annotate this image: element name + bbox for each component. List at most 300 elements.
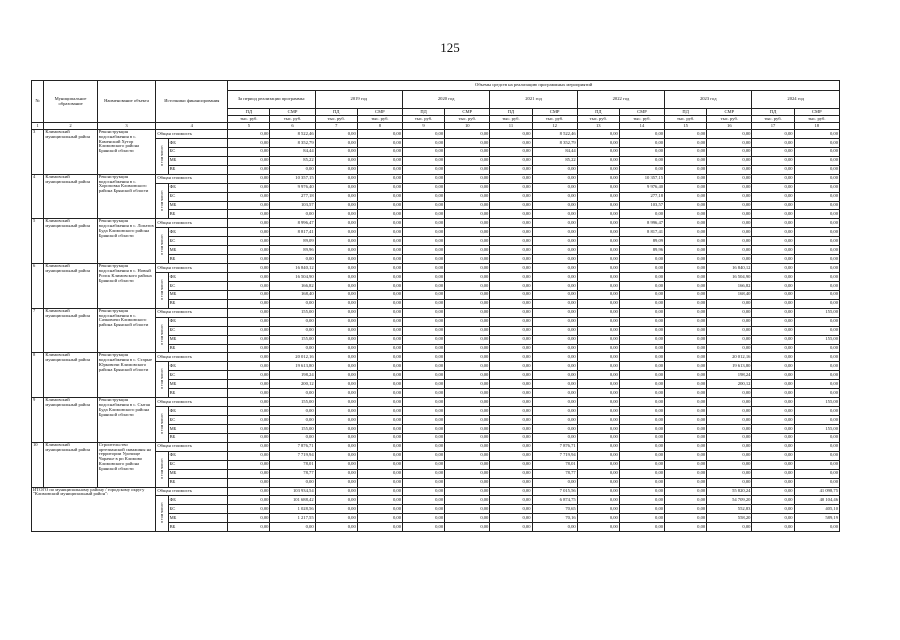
value-cell: 0,00 [490,407,532,416]
value-cell: 0,00 [445,237,490,246]
value-cell: 0,00 [577,201,619,210]
fund-label: ФБ [168,138,228,147]
value-cell: 0,00 [794,416,839,425]
value-cell: 0,00 [752,165,794,174]
total-cost-label: Общая стоимость [156,308,228,317]
header-unit: тыс. руб. [752,116,794,123]
value-cell: 0,00 [752,264,794,273]
value-cell: 0,00 [752,407,794,416]
value-cell: 0,00 [707,219,752,228]
value-cell: 0,00 [357,469,402,478]
value-cell: 0,00 [665,380,707,389]
value-cell: 0,00 [490,138,532,147]
incl-text: в том числе: [158,234,164,256]
incl-text: в том числе: [158,502,164,524]
value-cell: 0,00 [445,308,490,317]
value-cell: 0,00 [577,183,619,192]
fund-label: МБ [168,290,228,299]
value-cell: 78,01 [532,460,577,469]
value-cell: 0,00 [707,255,752,264]
value-cell: 0,00 [403,308,445,317]
value-cell: 0,00 [665,138,707,147]
value-cell: 0,00 [270,433,315,442]
value-cell: 0,00 [577,228,619,237]
value-cell: 0,00 [665,290,707,299]
value-cell: 0,00 [707,147,752,156]
value-cell: 0,00 [315,433,357,442]
value-cell: 0,00 [532,299,577,308]
value-cell: 0,00 [445,371,490,380]
value-cell: 0,00 [490,451,532,460]
value-cell: 0,00 [315,201,357,210]
value-cell: 0,00 [228,264,270,273]
value-cell: 0,00 [665,442,707,451]
value-cell: 0,00 [707,424,752,433]
value-cell: 0,00 [794,156,839,165]
value-cell: 0,00 [752,451,794,460]
value-cell: 0,00 [357,165,402,174]
value-cell: 0,00 [532,335,577,344]
value-cell: 0,00 [532,201,577,210]
value-cell: 0,00 [665,201,707,210]
row-number: 4 [32,174,44,219]
value-cell: 103,57 [619,201,664,210]
value-cell: 0,00 [228,442,270,451]
value-cell: 0,00 [794,326,839,335]
value-cell: 0,00 [445,442,490,451]
incl-label [156,183,168,219]
value-cell: 0,00 [665,353,707,362]
value-cell: 0,00 [357,237,402,246]
value-cell: 0,00 [315,469,357,478]
fund-label: МБ [168,246,228,255]
value-cell: 0,00 [357,246,402,255]
value-cell: 0,00 [315,496,357,505]
value-cell: 89,96 [270,246,315,255]
value-cell: 0,00 [490,299,532,308]
value-cell: 0,00 [315,237,357,246]
header-pd: ПД [490,109,532,116]
value-cell: 0,00 [665,130,707,139]
value-cell: 0,00 [490,353,532,362]
table-row [32,219,840,228]
value-cell: 0,00 [403,273,445,282]
value-cell: 40 104,46 [794,496,839,505]
municipality-cell: Климовский муниципальный район [44,353,97,398]
value-cell: 0,00 [490,380,532,389]
header-smr: СМР [445,109,490,116]
fund-label: МБ [168,335,228,344]
value-cell: 0,00 [490,192,532,201]
value-cell: 0,00 [228,362,270,371]
value-cell: 0,00 [752,398,794,407]
table-row [32,398,840,407]
value-cell: 0,00 [707,183,752,192]
value-cell: 0,00 [315,389,357,398]
header-object: Наименование объекта [97,81,156,123]
value-cell: 0,00 [403,156,445,165]
value-cell: 0,00 [228,237,270,246]
header-year: 2024 год [752,91,840,109]
value-cell: 0,00 [445,273,490,282]
value-cell: 0,00 [403,138,445,147]
object-cell: Реконструкция водоснабжения в с. Новый Ропск Климовского района Брянской области [97,264,156,309]
value-cell: 0,00 [794,183,839,192]
value-cell: 0,00 [794,380,839,389]
header-smr: СМР [794,109,839,116]
value-cell: 0,00 [532,237,577,246]
value-cell: 0,00 [752,130,794,139]
value-cell: 0,00 [357,255,402,264]
header-source: Источники финансирования [156,81,228,123]
value-cell: 0,00 [532,326,577,335]
value-cell: 0,00 [228,183,270,192]
value-cell: 10 357,15 [619,174,664,183]
value-cell: 0,00 [357,290,402,299]
value-cell: 0,00 [665,237,707,246]
value-cell: 0,00 [445,487,490,496]
value-cell: 0,00 [490,147,532,156]
value-cell: 0,00 [315,308,357,317]
value-cell: 0,00 [357,281,402,290]
value-cell: 0,00 [357,389,402,398]
value-cell: 0,00 [403,460,445,469]
value-cell: 78,77 [270,469,315,478]
value-cell: 0,00 [228,344,270,353]
header-year: 2023 год [665,91,752,109]
value-cell: 0,00 [665,460,707,469]
value-cell: 0,00 [445,362,490,371]
value-cell: 0,00 [315,317,357,326]
value-cell: 0,00 [228,156,270,165]
value-cell: 0,00 [532,362,577,371]
column-number: 15 [665,123,707,130]
value-cell: 0,00 [619,130,664,139]
value-cell: 0,00 [315,192,357,201]
header-year: 2020 год [403,91,490,109]
value-cell: 0,00 [532,317,577,326]
value-cell: 0,00 [532,398,577,407]
value-cell: 0,00 [665,416,707,425]
object-cell: Реконструкция водоснабжения в с. Лопатов Буда Климовского района Брянской области [97,219,156,264]
value-cell: 0,00 [619,255,664,264]
value-cell: 155,00 [270,308,315,317]
value-cell: 0,00 [619,398,664,407]
value-cell: 0,00 [490,424,532,433]
fund-label: ФБ [168,451,228,460]
value-cell: 0,00 [403,290,445,299]
value-cell: 0,00 [357,308,402,317]
value-cell: 0,00 [665,478,707,487]
value-cell: 0,00 [619,290,664,299]
value-cell: 41 098,75 [794,487,839,496]
value-cell: 0,00 [490,496,532,505]
incl-text: в том числе: [158,189,164,211]
value-cell: 0,00 [490,264,532,273]
value-cell: 0,00 [665,523,707,532]
value-cell: 0,00 [794,344,839,353]
value-cell: 198,24 [270,371,315,380]
value-cell: 0,00 [403,514,445,523]
column-number: 7 [315,123,357,130]
header-period: За период реализации программы: [228,91,315,109]
value-cell: 0,00 [403,335,445,344]
value-cell: 0,00 [794,362,839,371]
value-cell: 0,00 [445,156,490,165]
value-cell: 0,00 [445,469,490,478]
value-cell: 70,65 [532,505,577,514]
value-cell: 0,00 [665,389,707,398]
value-cell: 0,00 [707,469,752,478]
value-cell: 0,00 [228,416,270,425]
value-cell: 0,00 [577,130,619,139]
value-cell: 0,00 [357,496,402,505]
value-cell: 0,00 [619,273,664,282]
value-cell: 0,00 [619,317,664,326]
value-cell: 0,00 [228,433,270,442]
fund-label: МБ [168,514,228,523]
value-cell: 0,00 [577,523,619,532]
value-cell: 0,00 [315,299,357,308]
value-cell: 0,00 [794,201,839,210]
fund-label: МБ [168,201,228,210]
value-cell: 0,00 [577,362,619,371]
value-cell: 0,00 [794,246,839,255]
value-cell: 0,00 [445,523,490,532]
value-cell: 0,00 [577,514,619,523]
value-cell: 8 352,79 [532,138,577,147]
value-cell: 0,00 [228,487,270,496]
value-cell: 558,20 [707,514,752,523]
value-cell: 0,00 [357,433,402,442]
value-cell: 16 504,90 [707,273,752,282]
value-cell: 0,00 [490,442,532,451]
header-smr: СМР [357,109,402,116]
value-cell: 0,00 [490,344,532,353]
value-cell: 0,00 [228,290,270,299]
incl-label [156,317,168,353]
value-cell: 277,18 [619,192,664,201]
value-cell: 0,00 [577,210,619,219]
value-cell: 0,00 [619,299,664,308]
value-cell: 0,00 [490,201,532,210]
value-cell: 0,00 [577,353,619,362]
value-cell: 0,00 [270,416,315,425]
value-cell: 0,00 [403,416,445,425]
value-cell: 155,00 [794,335,839,344]
value-cell: 16 504,90 [270,273,315,282]
value-cell: 0,00 [577,138,619,147]
value-cell: 0,00 [270,317,315,326]
value-cell: 0,00 [490,219,532,228]
total-cost-label: Общая стоимость [156,353,228,362]
value-cell: 20 012,16 [270,353,315,362]
value-cell: 0,00 [228,138,270,147]
column-number: 5 [228,123,270,130]
value-cell: 0,00 [619,308,664,317]
value-cell: 19 613,80 [270,362,315,371]
value-cell: 0,00 [532,228,577,237]
value-cell: 0,00 [707,407,752,416]
incl-label [156,362,168,398]
value-cell: 0,00 [752,424,794,433]
value-cell: 0,00 [228,460,270,469]
value-cell: 55 820,24 [707,487,752,496]
value-cell: 0,00 [532,192,577,201]
value-cell: 0,00 [228,389,270,398]
value-cell: 155,00 [794,398,839,407]
value-cell: 0,00 [357,228,402,237]
value-cell: 85,22 [270,156,315,165]
fund-label: ВБ [168,210,228,219]
value-cell: 155,00 [270,398,315,407]
value-cell: 0,00 [665,264,707,273]
value-cell: 0,00 [445,389,490,398]
value-cell: 0,00 [445,416,490,425]
value-cell: 0,00 [445,228,490,237]
header-year: 2021 год [490,91,577,109]
column-number: 6 [270,123,315,130]
header-unit: тыс. руб. [270,116,315,123]
value-cell: 0,00 [315,255,357,264]
value-cell: 103 934,54 [270,487,315,496]
value-cell: 8 996,47 [619,219,664,228]
value-cell: 0,00 [619,523,664,532]
value-cell: 0,00 [490,487,532,496]
header-pd: ПД [665,109,707,116]
value-cell: 0,00 [445,281,490,290]
value-cell: 0,00 [357,147,402,156]
value-cell: 0,00 [665,273,707,282]
value-cell: 8 522,46 [532,130,577,139]
value-cell: 8 817,41 [270,228,315,237]
page-number: 125 [440,40,460,55]
value-cell: 0,00 [490,523,532,532]
value-cell: 0,00 [752,523,794,532]
value-cell: 7 015,56 [532,487,577,496]
value-cell: 0,00 [707,237,752,246]
total-cost-label: Общая стоимость [156,174,228,183]
value-cell: 0,00 [665,424,707,433]
value-cell: 0,00 [794,478,839,487]
header-year: 2019 год [315,91,402,109]
value-cell: 0,00 [403,523,445,532]
header-unit: тыс. руб. [532,116,577,123]
value-cell: 0,00 [577,407,619,416]
value-cell: 0,00 [752,416,794,425]
value-cell: 0,00 [794,451,839,460]
value-cell: 0,00 [357,317,402,326]
row-number: 9 [32,398,44,443]
value-cell: 0,00 [577,433,619,442]
value-cell: 0,00 [315,424,357,433]
value-cell: 0,00 [577,344,619,353]
value-cell: 0,00 [403,389,445,398]
header-smr: СМР [619,109,664,116]
value-cell: 155,00 [270,424,315,433]
value-cell: 0,00 [794,523,839,532]
value-cell: 405,10 [794,505,839,514]
value-cell: 0,00 [357,264,402,273]
value-cell: 0,00 [315,398,357,407]
value-cell: 0,00 [270,523,315,532]
row-number: 6 [32,264,44,309]
value-cell: 0,00 [315,442,357,451]
value-cell: 0,00 [752,478,794,487]
fund-label: ВБ [168,433,228,442]
value-cell: 0,00 [707,398,752,407]
table-body [32,130,840,532]
total-cost-label: Общая стоимость [156,264,228,273]
value-cell: 0,00 [228,371,270,380]
value-cell: 0,00 [357,273,402,282]
value-cell: 0,00 [577,299,619,308]
value-cell: 0,00 [619,353,664,362]
value-cell: 0,00 [577,469,619,478]
value-cell: 0,00 [577,165,619,174]
value-cell: 0,00 [577,174,619,183]
value-cell: 0,00 [403,353,445,362]
fund-label: БС [168,505,228,514]
value-cell: 0,00 [752,156,794,165]
header-unit: тыс. руб. [490,116,532,123]
value-cell: 0,00 [315,130,357,139]
value-cell: 16 840,12 [270,264,315,273]
value-cell: 0,00 [228,451,270,460]
value-cell: 0,00 [665,174,707,183]
value-cell: 0,00 [532,308,577,317]
value-cell: 0,00 [532,416,577,425]
header-pd: ПД [403,109,445,116]
value-cell: 0,00 [315,371,357,380]
value-cell: 0,00 [577,255,619,264]
value-cell: 0,00 [445,138,490,147]
value-cell: 0,00 [665,210,707,219]
value-cell: 0,00 [228,326,270,335]
value-cell: 0,00 [619,514,664,523]
value-cell: 0,00 [794,192,839,201]
column-number: 8 [357,123,402,130]
value-cell: 0,00 [490,290,532,299]
fund-label: ВБ [168,165,228,174]
incl-label [156,138,168,174]
header-num: № [32,81,44,123]
value-cell: 0,00 [619,433,664,442]
value-cell: 0,00 [490,308,532,317]
value-cell: 0,00 [619,147,664,156]
fund-label: ФБ [168,362,228,371]
value-cell: 0,00 [794,353,839,362]
value-cell: 0,00 [707,344,752,353]
value-cell: 0,00 [577,192,619,201]
value-cell: 0,00 [357,335,402,344]
value-cell: 0,00 [577,281,619,290]
value-cell: 0,00 [707,165,752,174]
value-cell: 0,00 [445,380,490,389]
value-cell: 0,00 [445,424,490,433]
fund-label: МБ [168,380,228,389]
value-cell: 0,00 [794,407,839,416]
value-cell: 0,00 [752,371,794,380]
header-unit: тыс. руб. [707,116,752,123]
value-cell: 0,00 [665,505,707,514]
value-cell: 0,00 [445,174,490,183]
value-cell: 0,00 [403,210,445,219]
value-cell: 0,00 [532,255,577,264]
value-cell: 0,00 [490,433,532,442]
value-cell: 0,00 [403,237,445,246]
value-cell: 0,00 [228,424,270,433]
